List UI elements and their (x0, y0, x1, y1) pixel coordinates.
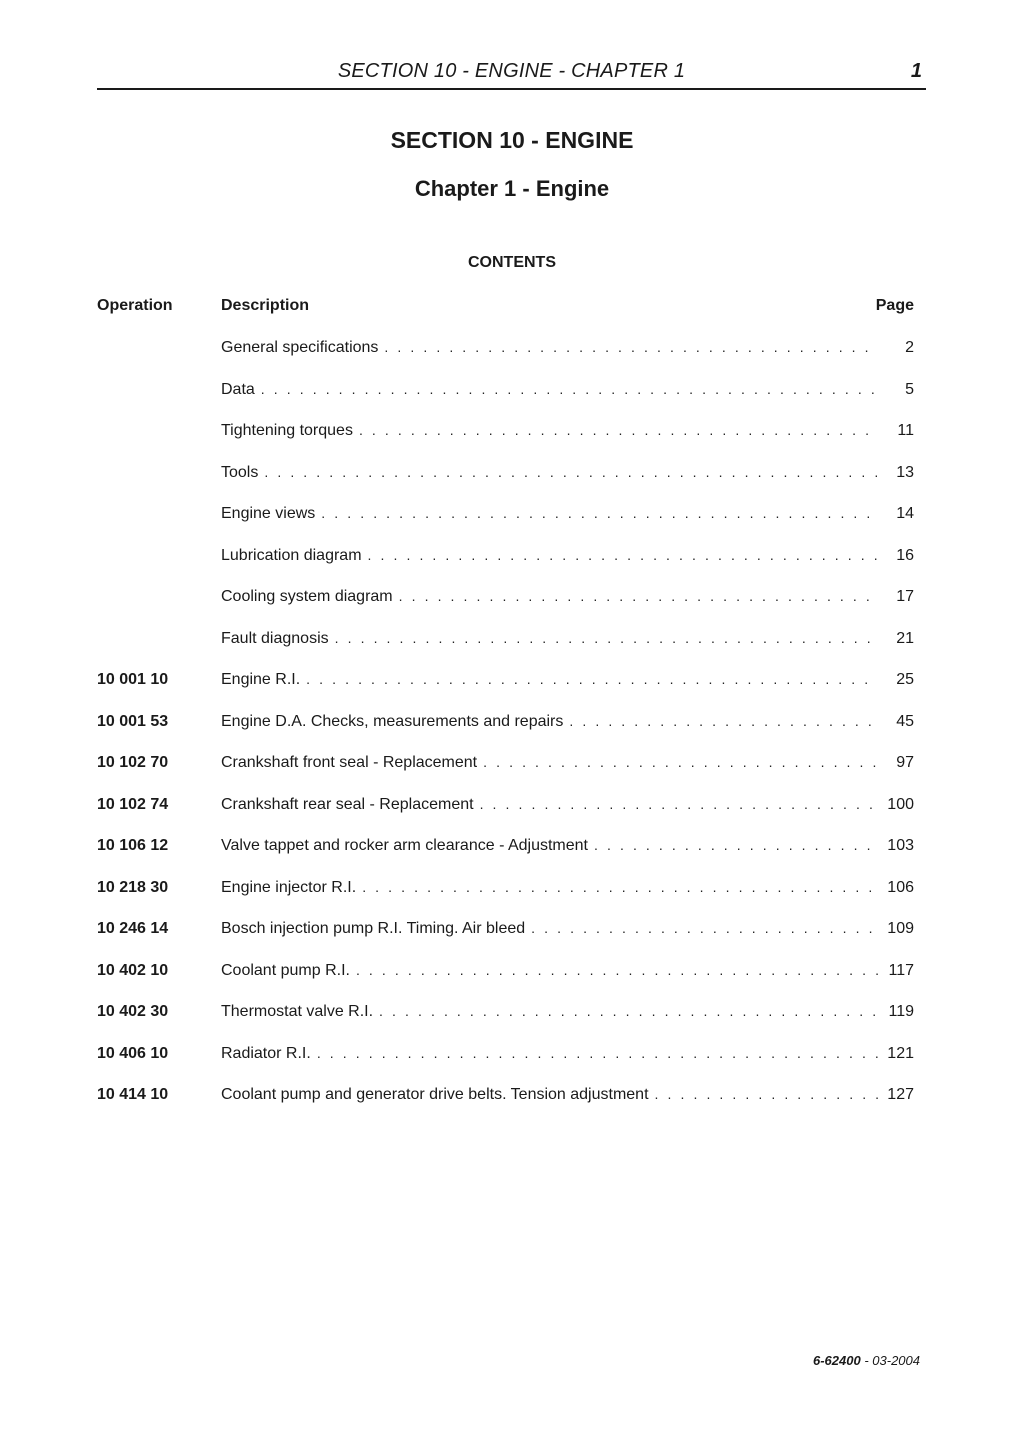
toc-operation-code: 10 001 53 (97, 712, 169, 730)
toc-page-number: 97 (896, 754, 914, 771)
toc-entry (221, 588, 914, 606)
toc-entry (221, 796, 914, 814)
toc-description: Tools (221, 463, 259, 481)
toc-operation-code: 10 102 74 (97, 795, 169, 813)
toc-dot-leader (261, 381, 878, 397)
header-page-number: 1 (910, 60, 922, 82)
toc-page-number: 117 (888, 961, 914, 979)
toc-row[interactable] (97, 381, 914, 423)
toc-dot-leader (569, 713, 878, 729)
toc-dot-leader (399, 588, 878, 604)
toc-page-number: 16 (896, 546, 914, 564)
toc-dot-leader (655, 1086, 878, 1102)
toc-dot-leader (359, 422, 878, 438)
toc-entry (221, 879, 914, 897)
toc-description: Engine R.I. (221, 671, 301, 688)
column-header-page: Page (875, 297, 914, 314)
toc-row[interactable] (97, 547, 914, 589)
toc-row[interactable] (97, 1045, 914, 1087)
toc-description: Engine views (221, 505, 316, 522)
toc-row[interactable] (97, 920, 914, 962)
toc-operation-code: 10 406 10 (97, 1044, 169, 1062)
toc-description: Tightening torques (221, 422, 353, 439)
toc-entry (221, 671, 914, 689)
footer-date: 03-2004 (872, 1353, 920, 1368)
toc-page-number: 103 (887, 837, 914, 854)
toc-entry (221, 339, 914, 357)
toc-operation-code: 10 402 30 (97, 1003, 169, 1020)
toc-dot-leader (335, 630, 878, 646)
toc-row[interactable] (97, 588, 914, 630)
footer-separator: - (860, 1353, 873, 1368)
toc-dot-leader (317, 1045, 878, 1061)
toc-dot-leader (594, 837, 878, 853)
toc-row[interactable] (97, 630, 914, 672)
toc-row[interactable] (97, 962, 914, 1004)
toc-description: Valve tappet and rocker arm clearance - Adjustment (221, 837, 588, 854)
toc-dot-leader (306, 671, 878, 687)
column-header-description: Description (221, 297, 310, 314)
toc-entry (221, 1086, 914, 1104)
toc-description: Engine injector R.I. (221, 878, 357, 896)
toc-page-number: 119 (888, 1003, 914, 1020)
toc-entry (221, 962, 914, 980)
toc-dot-leader (480, 796, 878, 812)
footer-document-code: 6-62400 (813, 1353, 861, 1368)
toc-page-number: 11 (897, 422, 914, 439)
toc-page-number: 5 (905, 380, 914, 398)
toc-page-number: 14 (896, 505, 914, 522)
page-header (97, 58, 926, 90)
toc-entry (221, 1045, 914, 1063)
toc-dot-leader (384, 339, 878, 355)
toc-page-number: 25 (896, 671, 914, 688)
toc-description: Lubrication diagram (221, 546, 362, 564)
toc-entry (221, 754, 914, 772)
toc-entry (221, 505, 914, 523)
toc-description: Coolant pump and generator drive belts. Tension adjustment (221, 1086, 649, 1103)
toc-description: Data (221, 380, 255, 398)
toc-description: Bosch injection pump R.I. Timing. Air bleed (221, 920, 526, 937)
toc-page-number: 13 (896, 463, 914, 481)
toc-description: Engine D.A. Checks, measurements and repairs (221, 712, 564, 730)
toc-page-number: 45 (896, 712, 914, 730)
toc-description: Radiator R.I. (221, 1044, 311, 1062)
toc-row[interactable] (97, 879, 914, 921)
toc-page-number: 2 (905, 339, 914, 356)
toc-row[interactable] (97, 1003, 914, 1045)
toc-page-number: 106 (887, 878, 914, 896)
toc-entry (221, 920, 914, 938)
column-header-operation: Operation (97, 297, 173, 314)
toc-entry (221, 1003, 914, 1021)
toc-entry (221, 630, 914, 648)
toc-row[interactable] (97, 713, 914, 755)
toc-entry (221, 713, 914, 731)
toc-page-number: 109 (887, 920, 914, 937)
toc-dot-leader (531, 920, 878, 936)
toc-row[interactable] (97, 671, 914, 713)
toc-operation-code: 10 246 14 (97, 920, 169, 937)
toc-page-number: 100 (887, 795, 914, 813)
header-title: SECTION 10 - ENGINE - CHAPTER 1 (337, 60, 686, 82)
page-footer (813, 1353, 920, 1368)
toc-row[interactable] (97, 505, 914, 547)
toc-row[interactable] (97, 464, 914, 506)
toc-row[interactable] (97, 796, 914, 838)
toc-operation-code: 10 102 70 (97, 754, 169, 771)
toc-entry (221, 547, 914, 565)
toc-dot-leader (362, 879, 878, 895)
chapter-title: Chapter 1 - Engine (414, 176, 610, 201)
toc-entry (221, 422, 914, 440)
toc-page-number: 21 (896, 629, 914, 647)
toc-entry (221, 381, 914, 399)
toc-dot-leader (483, 754, 878, 770)
toc-description: General specifications (221, 339, 379, 356)
toc-description: Coolant pump R.I. (221, 961, 350, 979)
toc-column-headers (97, 297, 914, 319)
section-title: SECTION 10 - ENGINE (390, 127, 634, 153)
toc-operation-code: 10 414 10 (97, 1086, 169, 1103)
contents-heading: CONTENTS (468, 254, 556, 271)
toc-entry (221, 464, 914, 482)
toc-operation-code: 10 106 12 (97, 837, 169, 854)
toc-row[interactable] (97, 339, 914, 381)
toc-page-number: 121 (887, 1044, 914, 1062)
toc-description: Crankshaft front seal - Replacement (221, 754, 478, 771)
table-of-contents (97, 339, 914, 1128)
toc-row[interactable] (97, 837, 914, 879)
toc-row[interactable] (97, 1086, 914, 1128)
toc-operation-code: 10 001 10 (97, 671, 169, 688)
toc-row[interactable] (97, 754, 914, 796)
toc-dot-leader (368, 547, 878, 563)
toc-dot-leader (356, 962, 878, 978)
toc-dot-leader (321, 505, 878, 521)
toc-dot-leader (264, 464, 878, 480)
toc-row[interactable] (97, 422, 914, 464)
toc-entry (221, 837, 914, 855)
toc-page-number: 127 (887, 1086, 914, 1103)
toc-description: Crankshaft rear seal - Replacement (221, 795, 474, 813)
toc-operation-code: 10 402 10 (97, 961, 169, 979)
toc-description: Thermostat valve R.I. (221, 1003, 374, 1020)
toc-description: Fault diagnosis (221, 629, 329, 647)
toc-dot-leader (379, 1003, 878, 1019)
toc-operation-code: 10 218 30 (97, 878, 169, 896)
toc-description: Cooling system diagram (221, 588, 393, 605)
toc-page-number: 17 (896, 588, 914, 605)
